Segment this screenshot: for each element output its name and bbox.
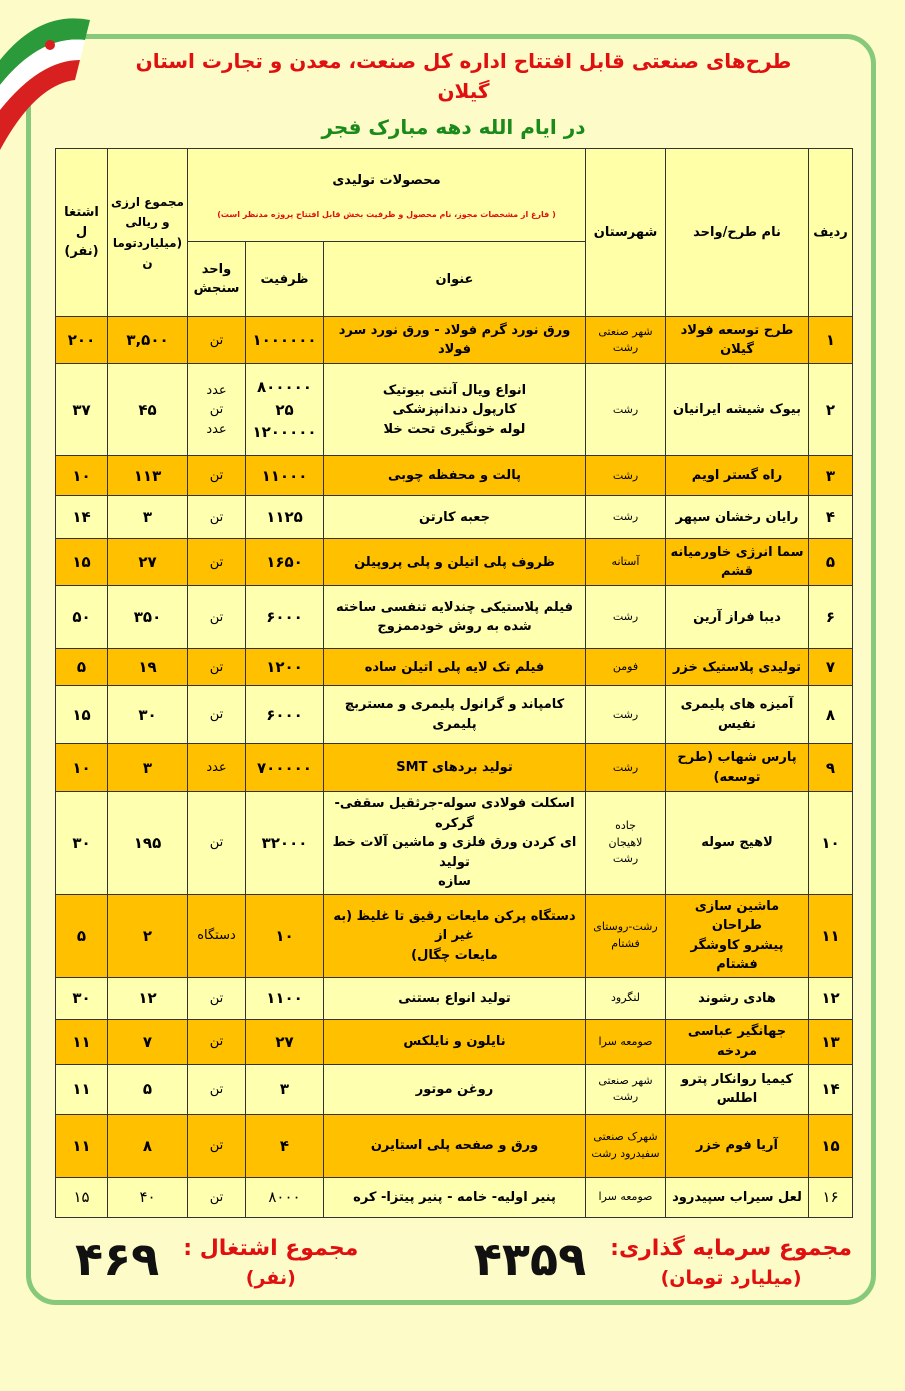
- total-investment-unit: (میلیارد تومان): [660, 1266, 802, 1289]
- cell-name: لعل سیراب سپیدرود: [666, 1177, 809, 1217]
- cell-unit: دستگاه: [188, 894, 246, 977]
- cell-title: پالت و محفظه چوبی: [324, 456, 586, 496]
- cell-name: تولیدی پلاستیک خزر: [666, 649, 809, 686]
- cell-name: لاهیج سوله: [666, 792, 809, 895]
- cell-jobs: ۱۱: [56, 1114, 108, 1177]
- cell-unit: تن: [188, 456, 246, 496]
- cell-title: فیلم پلاستیکی چندلایه تنفسی ساخته شده به روش خودممزوج: [324, 586, 586, 649]
- cell-city: رشت: [586, 586, 666, 649]
- cell-jobs: ۲۰۰: [56, 317, 108, 364]
- total-jobs: [75, 1231, 359, 1291]
- cell-n: ۸: [809, 686, 853, 744]
- col-city: شهرستان: [586, 149, 666, 317]
- col-investment: مجموع ارزی و ریالی (میلیاردتومان: [108, 149, 188, 317]
- cell-jobs: ۵: [56, 894, 108, 977]
- cell-n: ۷: [809, 649, 853, 686]
- cell-investment: ۸: [108, 1114, 188, 1177]
- cell-unit: تن: [188, 1019, 246, 1064]
- cell-investment: ۱۹۵: [108, 792, 188, 895]
- cell-unit: تن: [188, 539, 246, 586]
- totals-section: [55, 1231, 852, 1291]
- cell-n: ۴: [809, 496, 853, 539]
- cell-unit: تن: [188, 496, 246, 539]
- cell-title: اسکلت فولادی سوله-جرثقیل سقفی-گرکره ای کردن ورق فلزی و ماشین آلات خط تولید سازه: [324, 792, 586, 895]
- table-row: [56, 317, 853, 364]
- cell-unit: عدد تن عدد: [188, 364, 246, 456]
- cell-n: ۱۰: [809, 792, 853, 895]
- cell-city: لنگرود: [586, 977, 666, 1019]
- table-row: [56, 686, 853, 744]
- cell-name: کیمیا روانکار پترو اطلس: [666, 1064, 809, 1114]
- cell-jobs: ۳۰: [56, 792, 108, 895]
- cell-investment: ۴۵: [108, 364, 188, 456]
- cell-name: آمیزه های پلیمری نفیس: [666, 686, 809, 744]
- cell-n: ۱۶: [809, 1177, 853, 1217]
- table-row: [56, 1019, 853, 1064]
- cell-name: ماشین سازی طراحان پیشرو کاوشگر فشتام: [666, 894, 809, 977]
- cell-n: ۱۳: [809, 1019, 853, 1064]
- cell-capacity: ۷۰۰۰۰۰: [246, 744, 324, 792]
- cell-unit: تن: [188, 317, 246, 364]
- cell-jobs: ۳۷: [56, 364, 108, 456]
- table-row: [56, 977, 853, 1019]
- cell-title: ظروف پلی اتیلن و پلی پروپیلن: [324, 539, 586, 586]
- col-row: ردیف: [809, 149, 853, 317]
- cell-title: فیلم تک لایه پلی اتیلن ساده: [324, 649, 586, 686]
- cell-jobs: ۵: [56, 649, 108, 686]
- cell-city: شهر صنعتی رشت: [586, 317, 666, 364]
- cell-capacity: ۱۰: [246, 894, 324, 977]
- cell-n: ۱۵: [809, 1114, 853, 1177]
- cell-jobs: ۱۵: [56, 1177, 108, 1217]
- cell-city: آستانه: [586, 539, 666, 586]
- total-investment-value: ۴۳۵۹: [473, 1231, 587, 1286]
- cell-capacity: ۳۲۰۰۰: [246, 792, 324, 895]
- total-jobs-labels: [183, 1234, 358, 1291]
- cell-capacity: ۸۰۰۰: [246, 1177, 324, 1217]
- cell-name: پارس شهاب (طرح توسعه): [666, 744, 809, 792]
- cell-investment: ۲: [108, 894, 188, 977]
- cell-jobs: ۱۴: [56, 496, 108, 539]
- total-jobs-label: مجموع اشتغال :: [183, 1235, 359, 1261]
- col-products: [188, 149, 586, 242]
- cell-unit: تن: [188, 792, 246, 895]
- cell-investment: ۳۵۰: [108, 586, 188, 649]
- table-row: [56, 496, 853, 539]
- cell-unit: تن: [188, 586, 246, 649]
- cell-n: ۲: [809, 364, 853, 456]
- cell-title: ورق نورد گرم فولاد - ورق نورد سرد فولاد: [324, 317, 586, 364]
- cell-name: رایان رخشان سپهر: [666, 496, 809, 539]
- cell-capacity: ۸۰۰۰۰۰ ۲۵ ۱۲۰۰۰۰۰: [246, 364, 324, 456]
- cell-investment: ۳,۵۰۰: [108, 317, 188, 364]
- table-row: [56, 1177, 853, 1217]
- cell-capacity: ۱۶۵۰: [246, 539, 324, 586]
- cell-unit: عدد: [188, 744, 246, 792]
- table-row: [56, 586, 853, 649]
- cell-investment: ۱۲: [108, 977, 188, 1019]
- cell-city: رشت-روستای فشتام: [586, 894, 666, 977]
- cell-jobs: ۱۰: [56, 744, 108, 792]
- cell-capacity: ۱۲۰۰: [246, 649, 324, 686]
- cell-n: ۱۴: [809, 1064, 853, 1114]
- table-row: [56, 1064, 853, 1114]
- cell-investment: ۳۰: [108, 686, 188, 744]
- cell-capacity: ۲۷: [246, 1019, 324, 1064]
- table-row: [56, 792, 853, 895]
- table-row: [56, 649, 853, 686]
- cell-capacity: ۳: [246, 1064, 324, 1114]
- cell-n: ۶: [809, 586, 853, 649]
- cell-n: ۱۲: [809, 977, 853, 1019]
- cell-city: صومعه سرا: [586, 1019, 666, 1064]
- cell-city: رشت: [586, 456, 666, 496]
- cell-city: صومعه سرا: [586, 1177, 666, 1217]
- total-investment-labels: [610, 1234, 852, 1291]
- cell-name: سما انرژی خاورمیانه قشم: [666, 539, 809, 586]
- col-title: عنوان: [324, 242, 586, 317]
- cell-title: دستگاه پرکن مایعات رقیق تا غلیظ (به غیر از مایعات چگال): [324, 894, 586, 977]
- cell-name: جهانگیر عباسی مردخه: [666, 1019, 809, 1064]
- cell-city: رشت: [586, 744, 666, 792]
- page-subtitle: در ایام الله دهه مبارک فجر: [321, 115, 586, 139]
- cell-jobs: ۳۰: [56, 977, 108, 1019]
- cell-jobs: ۱۵: [56, 539, 108, 586]
- cell-name: بیوک شیشه ایرانیان: [666, 364, 809, 456]
- col-capacity: ظرفیت: [246, 242, 324, 317]
- page-title: طرح‌های صنعتی قابل افتتاح اداره کل صنعت، معدن و تجارت استان گیلان: [135, 49, 792, 103]
- cell-name: طرح توسعه فولاد گیلان: [666, 317, 809, 364]
- total-investment-label: مجموع سرمایه گذاری:: [610, 1235, 852, 1261]
- table-row: [56, 744, 853, 792]
- cell-n: ۹: [809, 744, 853, 792]
- cell-city: رشت: [586, 496, 666, 539]
- table-row: [56, 539, 853, 586]
- table-row: [56, 1114, 853, 1177]
- table-row: [56, 894, 853, 977]
- total-investment: [473, 1231, 852, 1291]
- col-name: نام طرح/واحد: [666, 149, 809, 317]
- cell-n: ۱۱: [809, 894, 853, 977]
- cell-city: فومن: [586, 649, 666, 686]
- cell-unit: تن: [188, 649, 246, 686]
- cell-name: راه گستر اویم: [666, 456, 809, 496]
- total-jobs-unit: (نفر): [245, 1266, 296, 1289]
- cell-unit: تن: [188, 1064, 246, 1114]
- total-jobs-value: ۴۶۹: [75, 1231, 160, 1286]
- cell-n: ۵: [809, 539, 853, 586]
- cell-title: روغن موتور: [324, 1064, 586, 1114]
- cell-capacity: ۴: [246, 1114, 324, 1177]
- projects-table: [55, 148, 853, 1218]
- cell-capacity: ۱۱۲۵: [246, 496, 324, 539]
- cell-city: جاده لاهیجان رشت: [586, 792, 666, 895]
- products-note: ( فارغ از مشخصات مجوز، نام محصول و ظرفیت بخش قابل افتتاح پروژه مدنظر است): [217, 209, 556, 219]
- table-row: [56, 456, 853, 496]
- cell-investment: ۳: [108, 496, 188, 539]
- cell-city: شهرک صنعتی سفیدرود رشت: [586, 1114, 666, 1177]
- cell-unit: تن: [188, 977, 246, 1019]
- cell-title: پنیر اولیه- خامه - پنیر پیتزا- کره: [324, 1177, 586, 1217]
- table-row: [56, 364, 853, 456]
- cell-city: شهر صنعتی رشت: [586, 1064, 666, 1114]
- cell-title: تولید انواع بستنی: [324, 977, 586, 1019]
- cell-capacity: ۶۰۰۰: [246, 586, 324, 649]
- cell-investment: ۲۷: [108, 539, 188, 586]
- cell-unit: تن: [188, 1114, 246, 1177]
- cell-jobs: ۱۱: [56, 1064, 108, 1114]
- cell-unit: تن: [188, 686, 246, 744]
- cell-investment: ۷: [108, 1019, 188, 1064]
- cell-capacity: ۱۱۰۰: [246, 977, 324, 1019]
- col-jobs: اشتغال (نفر): [56, 149, 108, 317]
- cell-jobs: ۱۰: [56, 456, 108, 496]
- col-unit: واحد سنجش: [188, 242, 246, 317]
- cell-title: ورق و صفحه پلی استایرن: [324, 1114, 586, 1177]
- cell-investment: ۵: [108, 1064, 188, 1114]
- cell-investment: ۴۰: [108, 1177, 188, 1217]
- cell-capacity: ۶۰۰۰: [246, 686, 324, 744]
- cell-investment: ۱۱۳: [108, 456, 188, 496]
- cell-jobs: ۵۰: [56, 586, 108, 649]
- products-heading: محصولات تولیدی: [332, 172, 441, 188]
- cell-investment: ۱۹: [108, 649, 188, 686]
- cell-title: نایلون و نایلکس: [324, 1019, 586, 1064]
- cell-city: رشت: [586, 364, 666, 456]
- cell-capacity: ۱۱۰۰۰: [246, 456, 324, 496]
- cell-jobs: ۱۱: [56, 1019, 108, 1064]
- cell-name: دیبا فراز آرین: [666, 586, 809, 649]
- cell-n: ۱: [809, 317, 853, 364]
- cell-name: هادی رشوند: [666, 977, 809, 1019]
- cell-n: ۳: [809, 456, 853, 496]
- cell-capacity: ۱۰۰۰۰۰۰: [246, 317, 324, 364]
- cell-title: تولید بردهای SMT: [324, 744, 586, 792]
- cell-unit: تن: [188, 1177, 246, 1217]
- cell-jobs: ۱۵: [56, 686, 108, 744]
- cell-title: جعبه کارتن: [324, 496, 586, 539]
- cell-city: رشت: [586, 686, 666, 744]
- cell-name: آریا فوم خزر: [666, 1114, 809, 1177]
- cell-investment: ۳: [108, 744, 188, 792]
- cell-title: انواع ویال آنتی بیوتیک کارپول دندانپزشکی لوله خونگیری تحت خلا: [324, 364, 586, 456]
- cell-title: کامپاند و گرانول پلیمری و مستربچ پلیمری: [324, 686, 586, 744]
